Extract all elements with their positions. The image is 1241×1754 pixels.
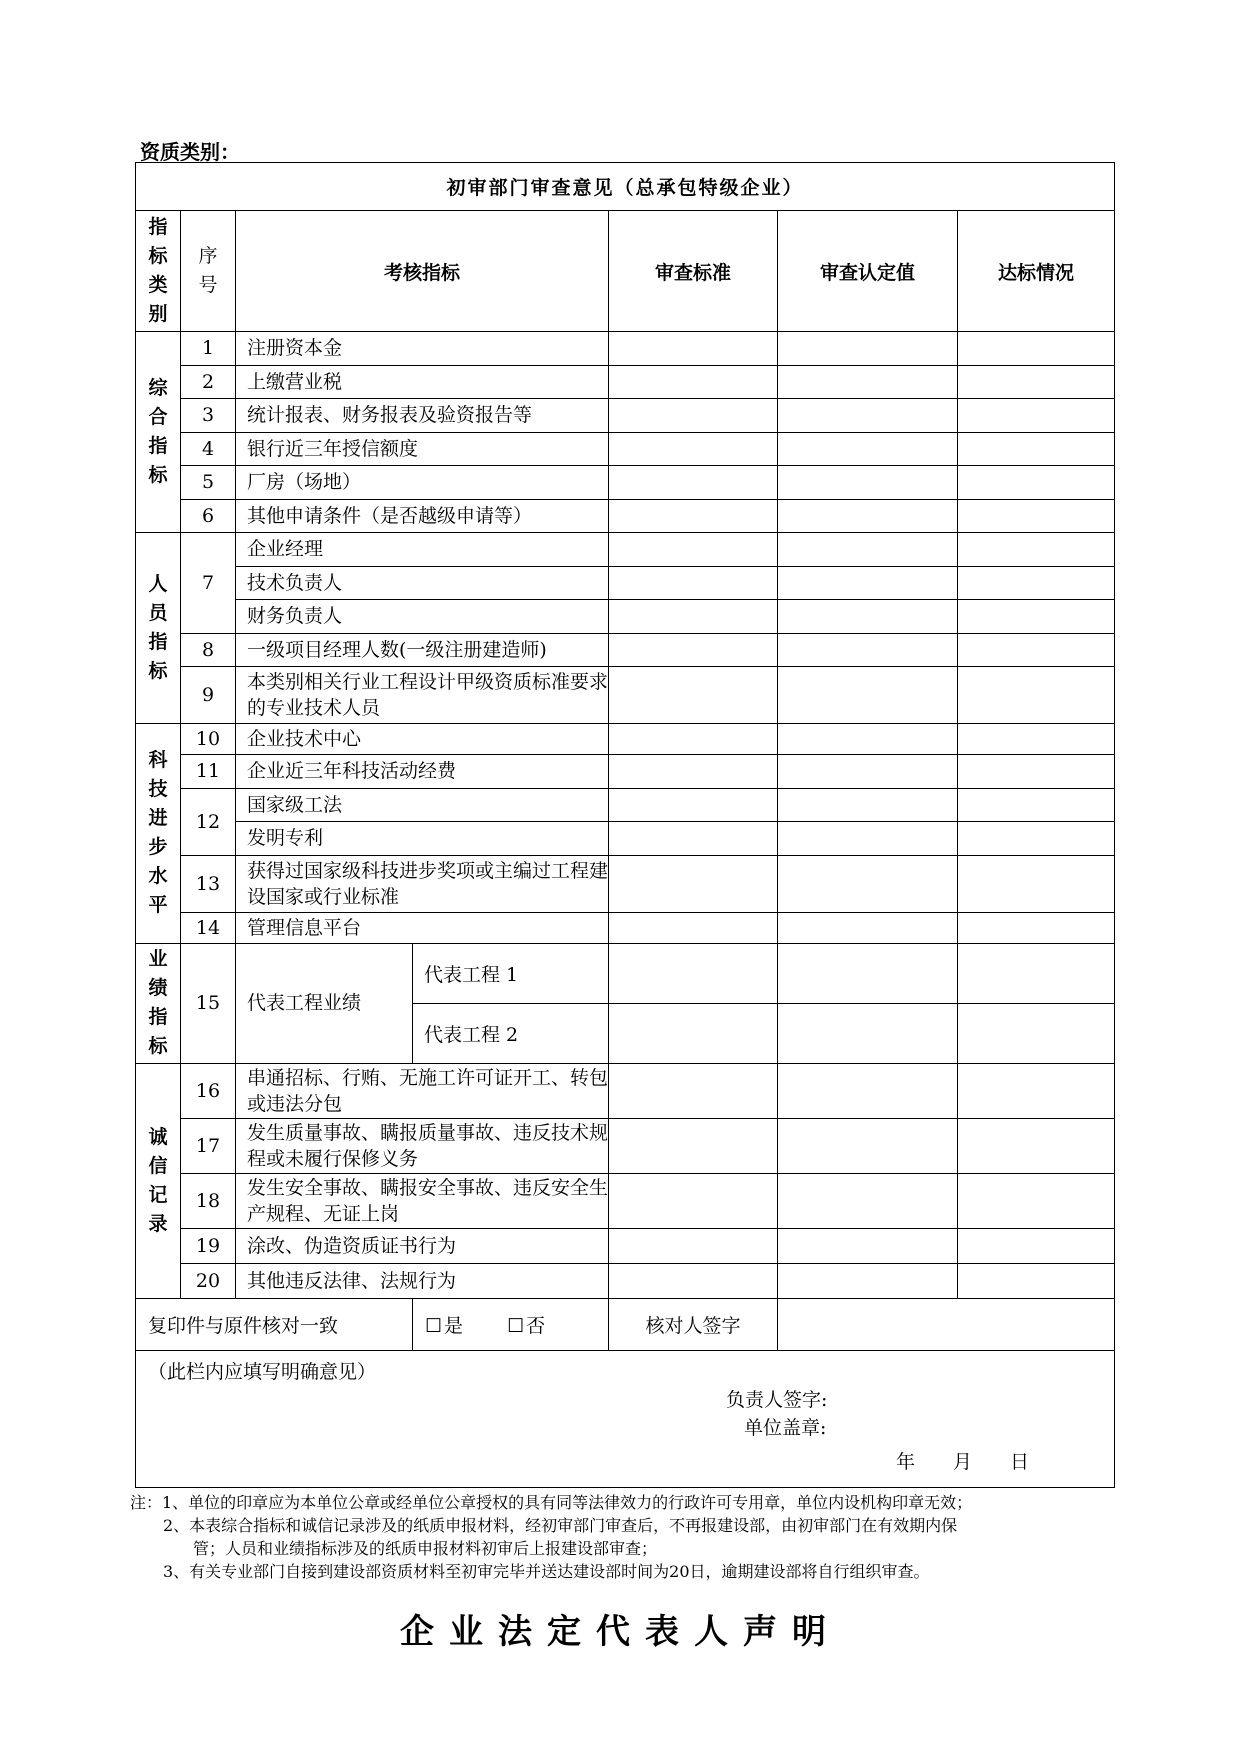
status-cell[interactable] [958,1003,1115,1063]
status-cell[interactable] [958,432,1115,466]
row-number: 20 [181,1263,236,1298]
indicator-label: 本类别相关行业工程设计甲级资质标准要求的专业技术人员 [236,667,609,724]
table-row [136,788,1115,822]
standard-cell[interactable] [609,912,778,943]
status-cell[interactable] [958,566,1115,600]
status-cell[interactable] [958,755,1115,789]
table-row [136,399,1115,433]
opinion-hint: （此栏内应填写明确意见） [148,1360,377,1383]
review-form-table [135,162,1115,1488]
row-number: 16 [181,1063,236,1118]
indicator-label: 上缴营业税 [236,365,609,399]
standard-cell[interactable] [609,1263,778,1298]
copy-check-row [136,1298,1115,1350]
table-row [136,1263,1115,1298]
indicator-label: 注册资本金 [236,332,609,366]
indicator-label: 其他违反法律、法规行为 [236,1263,609,1298]
value-cell[interactable] [778,499,958,533]
opinion-row [136,1350,1115,1487]
value-cell[interactable] [778,822,958,856]
value-cell[interactable] [778,912,958,943]
value-cell[interactable] [778,855,958,912]
standard-cell[interactable] [609,566,778,600]
category-technology: 科 技 进 步 水 平 [136,724,181,944]
table-row [136,1228,1115,1263]
header-indicator: 考核指标 [236,211,609,332]
project-label: 代表工程 2 [413,1003,609,1063]
value-cell[interactable] [778,755,958,789]
row-number: 18 [181,1173,236,1228]
table-row [136,1063,1115,1118]
copy-check-label: 复印件与原件核对一致 [136,1298,413,1350]
project-label: 代表工程 1 [413,943,609,1003]
value-cell[interactable] [778,600,958,634]
status-cell[interactable] [958,724,1115,755]
value-cell[interactable] [778,432,958,466]
indicator-label: 国家级工法 [236,788,609,822]
value-cell[interactable] [778,943,958,1003]
row-number: 11 [181,755,236,789]
status-cell[interactable] [958,1173,1115,1228]
status-cell[interactable] [958,855,1115,912]
indicator-label: 厂房（场地） [236,466,609,500]
standard-cell[interactable] [609,332,778,366]
day-label: 日 [1010,1450,1030,1473]
table-row [136,724,1115,755]
row-number: 2 [181,365,236,399]
category-integrity: 诚 信 记 录 [136,1063,181,1298]
table-row [136,755,1115,789]
indicator-label: 串通招标、行贿、无施工许可证开工、转包或违法分包 [236,1063,609,1118]
row-number: 6 [181,499,236,533]
no-checkbox[interactable]: ☐ 否 [507,1314,546,1337]
value-cell[interactable] [778,1263,958,1298]
row-number: 15 [181,943,236,1063]
row-number: 13 [181,855,236,912]
indicator-label: 发明专利 [236,822,609,856]
value-cell[interactable] [778,667,958,724]
standard-cell[interactable] [609,365,778,399]
status-cell[interactable] [958,533,1115,567]
row-number: 5 [181,466,236,500]
header-value: 审查认定值 [778,211,958,332]
value-cell[interactable] [778,1063,958,1118]
row-number: 19 [181,1228,236,1263]
table-row [136,600,1115,634]
value-cell[interactable] [778,566,958,600]
status-cell[interactable] [958,822,1115,856]
status-cell[interactable] [958,633,1115,667]
status-cell[interactable] [958,332,1115,366]
status-cell[interactable] [958,1063,1115,1118]
status-cell[interactable] [958,1228,1115,1263]
value-cell[interactable] [778,399,958,433]
year-label: 年 [896,1450,916,1473]
note-3: 3、有关专业部门自接到建设部资质材料至初审完毕并送达建设部时间为20日，逾期建设部将自行组织审查。 [163,1562,930,1581]
value-cell[interactable] [778,365,958,399]
status-cell[interactable] [958,788,1115,822]
table-row [136,912,1115,943]
category-performance: 业 绩 指 标 [136,943,181,1063]
indicator-label: 涂改、伪造资质证书行为 [236,1228,609,1263]
qualification-category-label: 资质类别： [140,140,240,164]
table-row [136,432,1115,466]
table-row [136,822,1115,856]
value-cell[interactable] [778,788,958,822]
value-cell[interactable] [778,466,958,500]
standard-cell[interactable] [609,755,778,789]
standard-cell[interactable] [609,788,778,822]
category-comprehensive: 综 合 指 标 [136,332,181,533]
row-number: 4 [181,432,236,466]
standard-cell[interactable] [609,724,778,755]
status-cell[interactable] [958,912,1115,943]
indicator-label: 银行近三年授信额度 [236,432,609,466]
indicator-label: 企业经理 [236,533,609,567]
table-row [136,466,1115,500]
declaration-title: 企业法定代表人声明 [400,1612,841,1652]
status-cell[interactable] [958,600,1115,634]
header-category: 指 标 类 别 [136,211,181,332]
responsible-signature-label: 负责人签字: [726,1388,828,1411]
standard-cell[interactable] [609,1228,778,1263]
header-standard: 审查标准 [609,211,778,332]
standard-cell[interactable] [609,1003,778,1063]
row-number: 9 [181,667,236,724]
indicator-label: 其他申请条件（是否越级申请等） [236,499,609,533]
unit-seal-label: 单位盖章: [744,1416,827,1439]
standard-cell[interactable] [609,667,778,724]
row-number: 8 [181,633,236,667]
standard-cell[interactable] [609,1118,778,1173]
header-row [136,211,1115,332]
table-row [136,1118,1115,1173]
value-cell[interactable] [778,332,958,366]
standard-cell[interactable] [609,466,778,500]
indicator-label: 统计报表、财务报表及验资报告等 [236,399,609,433]
indicator-label: 技术负责人 [236,566,609,600]
table-row [136,566,1115,600]
standard-cell[interactable] [609,600,778,634]
table-row [136,943,1115,1003]
status-cell[interactable] [958,1118,1115,1173]
status-cell[interactable] [958,1263,1115,1298]
note-1: 注：1、单位的印章应为本单位公章或经单位公章授权的具有同等法律效力的行政许可专用章，单位内设机构印章无效； [130,1493,973,1512]
indicator-label: 发生安全事故、瞒报安全事故、违反安全生产规程、无证上岗 [236,1173,609,1228]
month-label: 月 [953,1450,973,1473]
standard-cell[interactable] [609,822,778,856]
table-row [136,365,1115,399]
standard-cell[interactable] [609,432,778,466]
indicator-label: 代表工程业绩 [236,943,413,1063]
indicator-label: 财务负责人 [236,600,609,634]
indicator-label: 企业技术中心 [236,724,609,755]
category-personnel: 人 员 指 标 [136,533,181,724]
table-row [136,332,1115,366]
checker-signature-field[interactable] [778,1298,1115,1350]
yes-checkbox[interactable]: ☐ 是 [425,1314,464,1337]
row-number: 1 [181,332,236,366]
standard-cell[interactable] [609,855,778,912]
indicator-label: 一级项目经理人数(一级注册建造师) [236,633,609,667]
status-cell[interactable] [958,466,1115,500]
status-cell[interactable] [958,667,1115,724]
note-2-continued: 管；人员和业绩指标涉及的纸质申报材料初审后上报建设部审查； [193,1539,658,1558]
date-line [896,1447,1067,1474]
copy-check-options [413,1298,609,1350]
standard-cell[interactable] [609,633,778,667]
opinion-field[interactable] [136,1350,1115,1487]
standard-cell[interactable] [609,1173,778,1228]
standard-cell[interactable] [609,533,778,567]
status-cell[interactable] [958,365,1115,399]
value-cell[interactable] [778,1173,958,1228]
row-number: 3 [181,399,236,433]
note-2: 2、本表综合指标和诚信记录涉及的纸质申报材料，经初审部门审查后，不再报建设部，由初审部门在有效期内保 [163,1516,958,1535]
standard-cell[interactable] [609,1063,778,1118]
standard-cell[interactable] [609,499,778,533]
indicator-label: 获得过国家级科技进步奖项或主编过工程建设国家或行业标准 [236,855,609,912]
footnotes [130,1491,1130,1583]
row-number: 10 [181,724,236,755]
value-cell[interactable] [778,1003,958,1063]
standard-cell[interactable] [609,943,778,1003]
status-cell[interactable] [958,399,1115,433]
header-status: 达标情况 [958,211,1115,332]
indicator-label: 企业近三年科技活动经费 [236,755,609,789]
title-row [136,163,1115,211]
row-number: 17 [181,1118,236,1173]
value-cell[interactable] [778,633,958,667]
row-number: 7 [181,533,236,634]
row-number: 14 [181,912,236,943]
standard-cell[interactable] [609,399,778,433]
table-row [136,855,1115,912]
value-cell[interactable] [778,1118,958,1173]
value-cell[interactable] [778,1228,958,1263]
row-number: 12 [181,788,236,855]
indicator-label: 发生质量事故、瞒报质量事故、违反技术规程或未履行保修义务 [236,1118,609,1173]
status-cell[interactable] [958,943,1115,1003]
indicator-label: 管理信息平台 [236,912,609,943]
header-seq: 序 号 [181,211,236,332]
table-row [136,1173,1115,1228]
checker-signature-label: 核对人签字 [609,1298,778,1350]
value-cell[interactable] [778,724,958,755]
status-cell[interactable] [958,499,1115,533]
table-row [136,499,1115,533]
table-row [136,667,1115,724]
table-row [136,533,1115,567]
value-cell[interactable] [778,533,958,567]
form-title: 初审部门审查意见（总承包特级企业） [136,163,1115,211]
table-row [136,633,1115,667]
